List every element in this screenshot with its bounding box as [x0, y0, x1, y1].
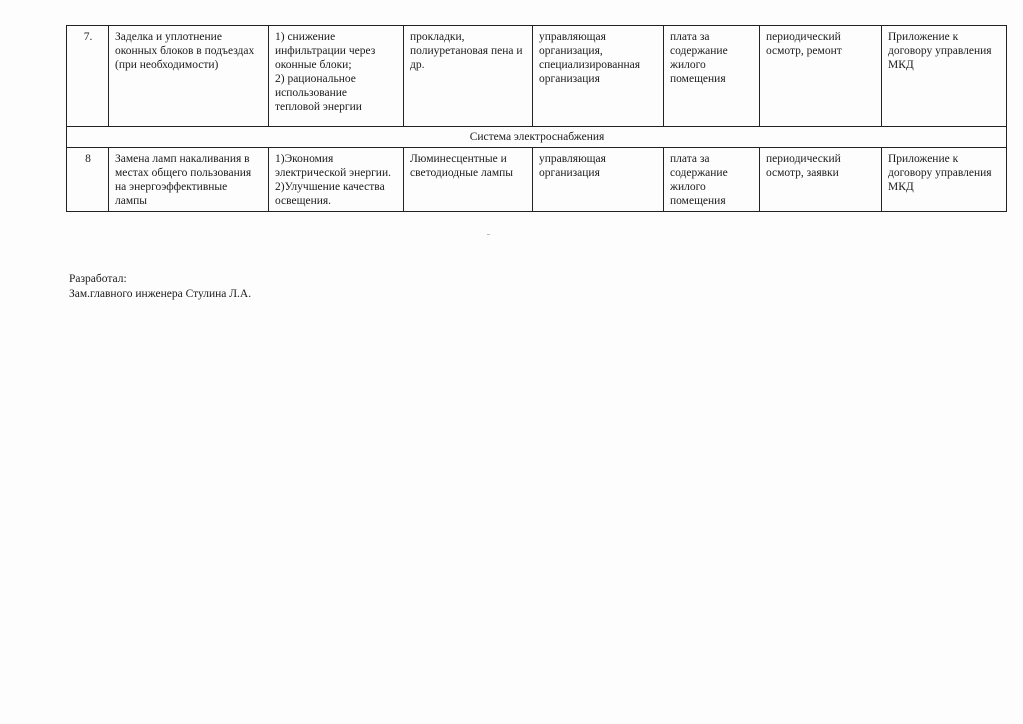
text-line: организация,	[539, 45, 603, 57]
text-line: полиуретановая пена и	[410, 45, 523, 57]
text-line: Приложение к	[888, 31, 959, 43]
text-line: местах общего пользования	[115, 167, 252, 179]
text-line: лампы	[115, 195, 148, 207]
section-row	[67, 127, 1007, 148]
text-line: МКД	[888, 181, 914, 193]
text-line: светодиодные лампы	[410, 167, 514, 179]
text-line: периодический	[766, 153, 841, 165]
text-line: 1)Экономия	[275, 153, 334, 165]
text-line: жилого	[670, 181, 706, 193]
executor-cell	[533, 148, 664, 212]
effect-cell	[269, 26, 404, 127]
text-line: (при необходимости)	[115, 59, 219, 71]
executor-cell	[533, 26, 664, 127]
financing-cell	[664, 148, 760, 212]
text-line: помещения	[670, 195, 726, 207]
text-line: МКД	[888, 59, 914, 71]
text-line: осмотр, заявки	[766, 167, 839, 179]
row-number: 7.	[67, 26, 109, 127]
signature-line: Зам.главного инженера Стулина Л.А.	[69, 288, 252, 300]
text-line: электрической энергии.	[275, 167, 391, 179]
text-line: специализированная	[539, 59, 641, 71]
scan-speck	[487, 234, 490, 235]
text-line: договору управления	[888, 45, 992, 57]
text-line: 2)Улучшение качества	[275, 181, 385, 193]
text-line: содержание	[670, 45, 728, 57]
text-line: Заделка и уплотнение	[115, 31, 222, 43]
text-line: др.	[410, 59, 425, 71]
text-line: организация	[539, 73, 600, 85]
text-line: тепловой энергии	[275, 101, 362, 113]
text-line: плата за	[670, 153, 710, 165]
text-line: помещения	[670, 73, 726, 85]
row-number: 8	[67, 148, 109, 212]
table-row	[67, 148, 1007, 212]
periodicity-cell	[760, 26, 882, 127]
text-line: Люминесцентные и	[410, 153, 507, 165]
text-line: Приложение к	[888, 153, 959, 165]
text-line: управляющая	[539, 153, 606, 165]
text-line: использование	[275, 87, 348, 99]
materials-cell	[404, 148, 533, 212]
text-line: 2) рациональное	[275, 73, 356, 85]
materials-cell	[404, 26, 533, 127]
text-line: оконные блоки;	[275, 59, 352, 71]
text-line: Замена ламп накаливания в	[115, 153, 250, 165]
basis-cell	[882, 148, 1007, 212]
text-line: плата за	[670, 31, 710, 43]
basis-cell	[882, 26, 1007, 127]
text-line: 1) снижение	[275, 31, 336, 43]
financing-cell	[664, 26, 760, 127]
text-line: на энергоэффективные	[115, 181, 228, 193]
text-line: жилого	[670, 59, 706, 71]
text-line: осмотр, ремонт	[766, 45, 842, 57]
effect-cell	[269, 148, 404, 212]
measures-table	[66, 25, 1007, 212]
periodicity-cell	[760, 148, 882, 212]
section-title: Система электроснабжения	[67, 127, 1007, 148]
text-line: организация	[539, 167, 600, 179]
text-line: содержание	[670, 167, 728, 179]
developed-by-label: Разработал:	[69, 273, 127, 285]
text-line: освещения.	[275, 195, 332, 207]
signature-block	[69, 272, 251, 302]
text-line: управляющая	[539, 31, 606, 43]
measure-cell	[109, 26, 269, 127]
text-line: договору управления	[888, 167, 992, 179]
table-row	[67, 26, 1007, 127]
text-line: прокладки,	[410, 31, 465, 43]
text-line: оконных блоков в подъездах	[115, 45, 255, 57]
text-line: периодический	[766, 31, 841, 43]
text-line: инфильтрации через	[275, 45, 376, 57]
measure-cell	[109, 148, 269, 212]
